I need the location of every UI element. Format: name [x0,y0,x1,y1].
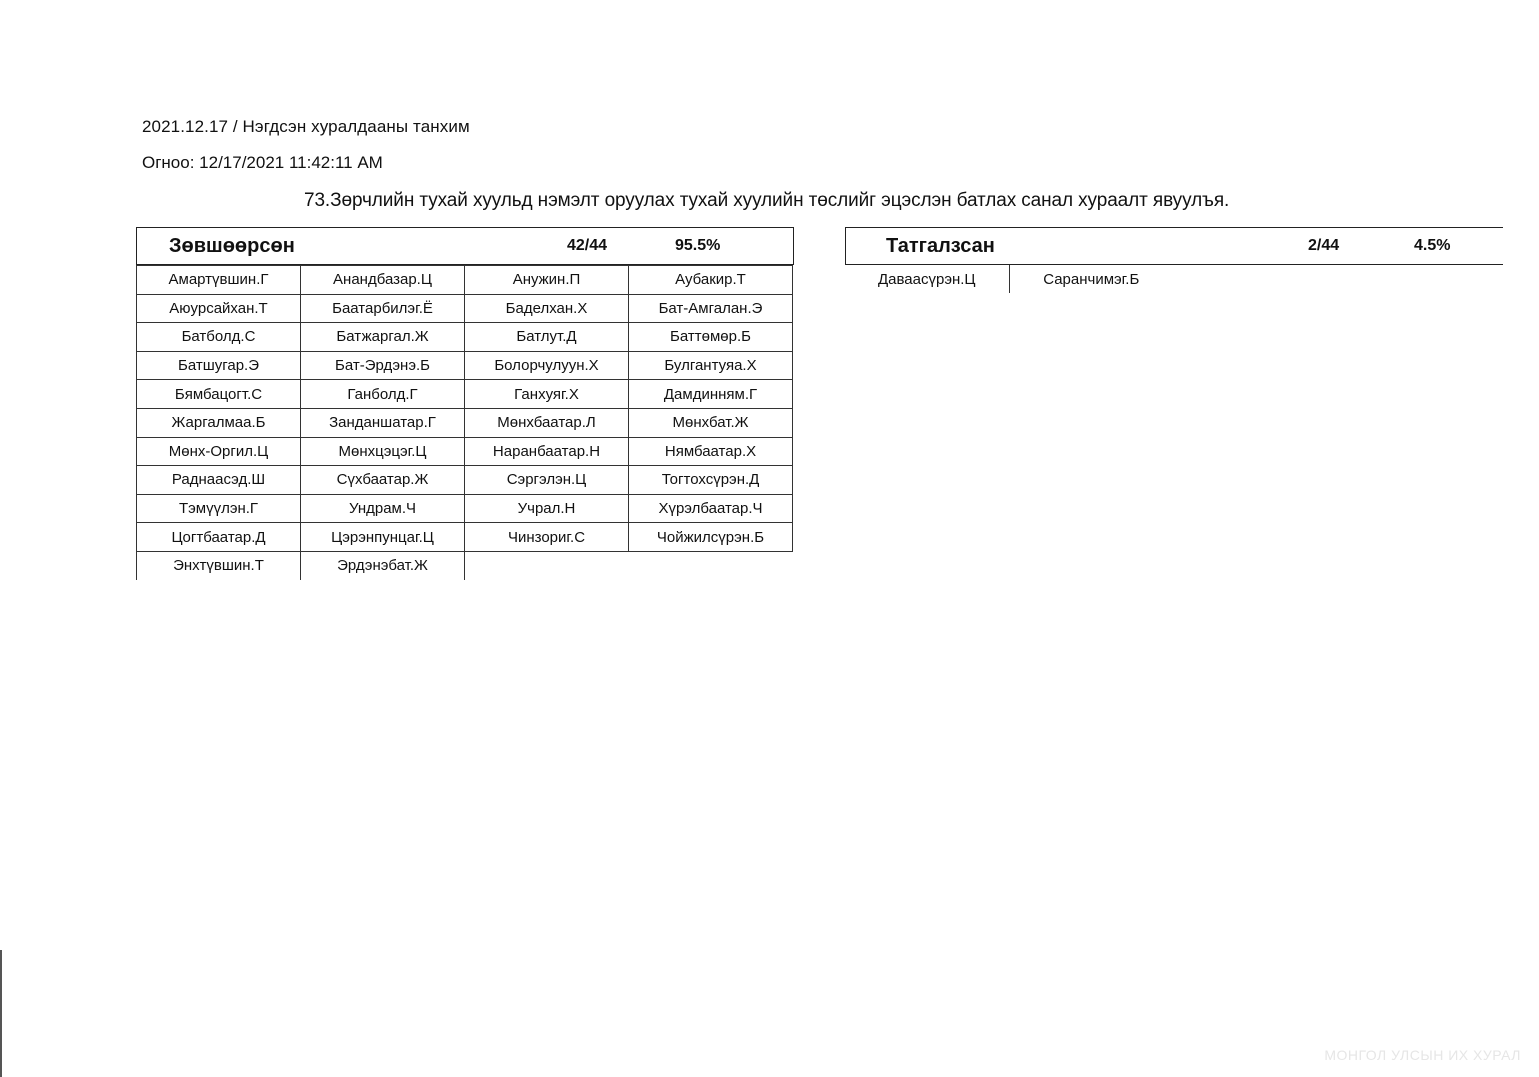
approved-name: Цогтбаатар.Д [137,523,301,552]
approved-name: Аюурсайхан.Т [137,294,301,323]
approved-name: Батжаргал.Ж [301,323,465,352]
watermark: МОНГОЛ УЛСЫН ИХ ХУРАЛ [1324,1047,1521,1063]
approved-name: Дамдинням.Г [629,380,793,409]
approved-name: Жаргалмаа.Б [137,408,301,437]
approved-name: Ганболд.Г [301,380,465,409]
rejected-percent: 4.5% [1414,237,1451,254]
approved-title: Зөвшөөрсөн [169,235,295,257]
approved-name: Наранбаатар.Н [465,437,629,466]
approved-name: Тогтохсүрэн.Д [629,466,793,495]
approved-name: Чойжилсүрэн.Б [629,523,793,552]
approved-name: Аубакир.Т [629,266,793,295]
approved-name: Сүхбаатар.Ж [301,466,465,495]
approved-name: Хүрэлбаатар.Ч [629,494,793,523]
approved-name: Ганхуяг.Х [465,380,629,409]
approved-name: Эрдэнэбат.Ж [301,551,465,580]
table-row [137,266,793,295]
approved-name: Батшугар.Э [137,351,301,380]
date-location: 2021.12.17 / Нэгдсэн хуралдааны танхим [142,117,470,136]
approved-name: Батболд.С [137,323,301,352]
approved-name: Батлут.Д [465,323,629,352]
approved-name: Энхтүвшин.Т [137,551,301,580]
approved-names-table [136,265,793,580]
table-row [137,551,793,580]
approved-name: Ундрам.Ч [301,494,465,523]
approved-name: Бямбацогт.С [137,380,301,409]
approved-name: Цэрэнпунцаг.Ц [301,523,465,552]
motion-title: 73.Зөрчлийн тухай хуульд нэмэлт оруулах тухай хуулийн төслийг эцэслэн батлах санал хураалт явуулъя. [304,190,1230,211]
table-row [845,265,1173,293]
table-row [137,494,793,523]
approved-name: Баделхан.Х [465,294,629,323]
approved-name: Нямбаатар.Х [629,437,793,466]
approved-name: Анандбазар.Ц [301,266,465,295]
approved-name: Чинзориг.С [465,523,629,552]
approved-count: 42/44 [567,237,608,254]
empty-cell [465,551,629,580]
table-row [137,294,793,323]
approved-name: Баатарбилэг.Ё [301,294,465,323]
approved-name: Мөнхбаатар.Л [465,408,629,437]
approved-name: Мөнхбат.Ж [629,408,793,437]
table-row [137,466,793,495]
approved-name: Баттөмөр.Б [629,323,793,352]
approved-percent: 95.5% [675,237,721,254]
approved-name: Амартүвшин.Г [137,266,301,295]
approved-header [136,227,794,265]
table-row [137,380,793,409]
approved-name: Тэмүүлэн.Г [137,494,301,523]
table-row [137,323,793,352]
approved-name: Мөнх-Оргил.Ц [137,437,301,466]
rejected-names-table [845,265,1173,293]
approved-name: Раднаасэд.Ш [137,466,301,495]
rejected-count: 2/44 [1308,237,1340,254]
approved-name: Учрал.Н [465,494,629,523]
table-row [137,408,793,437]
approved-name: Булгантуяа.Х [629,351,793,380]
rejected-name: Саранчимэг.Б [1043,270,1140,288]
approved-name: Сэргэлэн.Ц [465,466,629,495]
empty-cell [629,551,793,580]
approved-name: Мөнхцэцэг.Ц [301,437,465,466]
rejected-header [845,227,1503,265]
table-row [137,351,793,380]
approved-name: Занданшатар.Г [301,408,465,437]
table-row [137,523,793,552]
table-row [137,437,793,466]
scan-edge-mark [0,950,2,1077]
approved-name: Бат-Амгалан.Э [629,294,793,323]
approved-name: Анужин.П [465,266,629,295]
rejected-name: Даваасүрэн.Ц [845,265,1009,293]
rejected-title: Татгалзсан [886,235,995,257]
vote-timestamp: Огноо: 12/17/2021 11:42:11 AM [142,153,383,172]
approved-name: Бат-Эрдэнэ.Б [301,351,465,380]
approved-name: Болорчулуун.Х [465,351,629,380]
